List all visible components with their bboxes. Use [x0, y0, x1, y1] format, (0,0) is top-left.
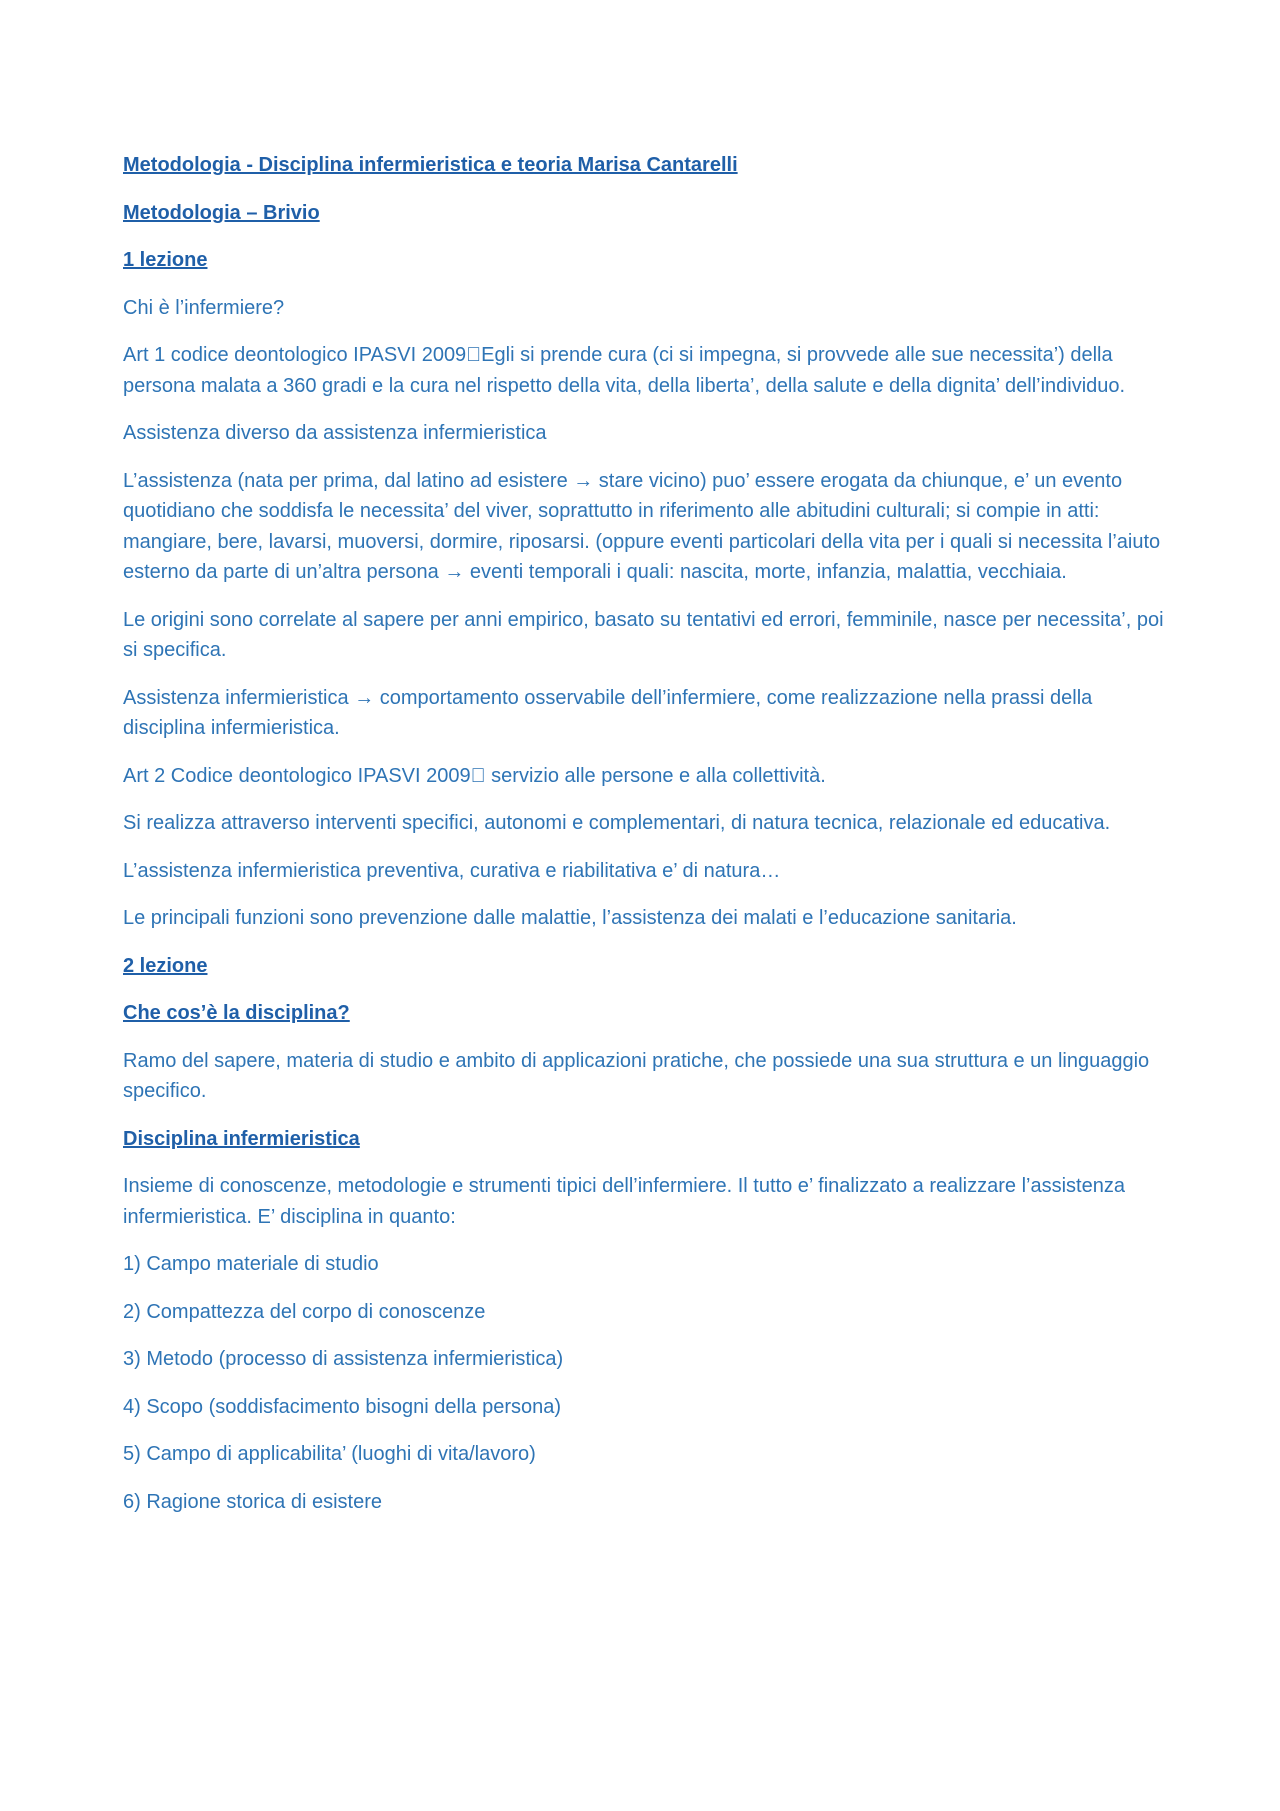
lesson-2-heading: 2 lezione [123, 954, 208, 977]
arrow-icon: → [354, 686, 375, 709]
document-page [123, 150, 1173, 1534]
text-span: eventi temporali i quali: nascita, morte, infanzia, malattia, vecchiaia. [464, 561, 1067, 583]
list-item: 2) Compattezza del corpo di conoscenze [123, 1300, 486, 1323]
list-item: 1) Campo materiale di studio [123, 1253, 379, 1275]
section-heading: Disciplina infermieristica [123, 1127, 360, 1150]
document-title: Metodologia - Disciplina infermieristica e teoria Marisa Cantarelli [123, 154, 738, 176]
paragraph [123, 683, 1173, 744]
section-heading: Che cos’è la disciplina? [123, 1002, 350, 1024]
paragraph: Le origini sono correlate al sapere per anni empirico, basato su tentativi ed errori, femminile, nasce per necessita’, poi si specifica. [123, 608, 1164, 661]
text-span: stare vicino) puo’ essere erogata da chiunque, e’ un evento quotidiano che soddisfa le necessita’ del viver, soprattutto in riferimento alle abitudini culturali; si compie in atti: mangiare, bere, lavarsi, muoversi, dormire, riposarsi. (oppure eventi particolari della vita per i quali si necessita l’aiuto esterno da parte di un’altra persona [123, 469, 1161, 583]
list-item: 3) Metodo (processo di assistenza infermieristica) [123, 1348, 564, 1370]
paragraph: Ramo del sapere, materia di studio e ambito di applicazioni pratiche, che possiede una sua struttura e un linguaggio specifico. [123, 1049, 1150, 1102]
paragraph: Art 1 codice deontologico IPASVI 2009 Egli si prende cura (ci si impegna, si provvede alle sue necessita’) della persona malata a 360 gradi e la cura nel rispetto della vita, della liberta’, della salute e della dignita’ dell’individuo. [123, 344, 1126, 397]
arrow-icon: → [573, 469, 594, 492]
paragraph [123, 466, 1173, 588]
list-item: 6) Ragione storica di esistere [123, 1490, 383, 1513]
document-subtitle: Metodologia – Brivio [123, 201, 320, 224]
arrow-icon: → [444, 561, 465, 583]
paragraph: Chi è l’infermiere? [123, 296, 285, 319]
text-span: comportamento osservabile dell’infermiere, come realizzazione nella prassi della disciplina infermieristica. [123, 686, 1093, 739]
paragraph: L’assistenza infermieristica preventiva, curativa e riabilitativa e’ di natura… [123, 859, 781, 882]
paragraph: Assistenza diverso da assistenza infermieristica [123, 422, 547, 444]
list-item: 5) Campo di applicabilita’ (luoghi di vita/lavoro) [123, 1443, 536, 1465]
lesson-1-heading: 1 lezione [123, 249, 208, 271]
paragraph: Insieme di conoscenze, metodologie e strumenti tipici dell’infermiere. Il tutto e’ finalizzato a realizzare l’assistenza infermieristica. E’ disciplina in quanto: [123, 1175, 1125, 1228]
list-item: 4) Scopo (soddisfacimento bisogni della persona) [123, 1395, 562, 1418]
paragraph: Art 2 Codice deontologico IPASVI 2009  servizio alle persone e alla collettività. [123, 764, 826, 787]
text-span: Assistenza infermieristica [123, 686, 355, 709]
text-span: L’assistenza (nata per prima, dal latino ad esistere [123, 469, 574, 492]
paragraph: Le principali funzioni sono prevenzione dalle malattie, l’assistenza dei malati e l’educazione sanitaria. [123, 907, 1017, 929]
paragraph: Si realizza attraverso interventi specifici, autonomi e complementari, di natura tecnica, relazionale ed educativa. [123, 812, 1111, 834]
